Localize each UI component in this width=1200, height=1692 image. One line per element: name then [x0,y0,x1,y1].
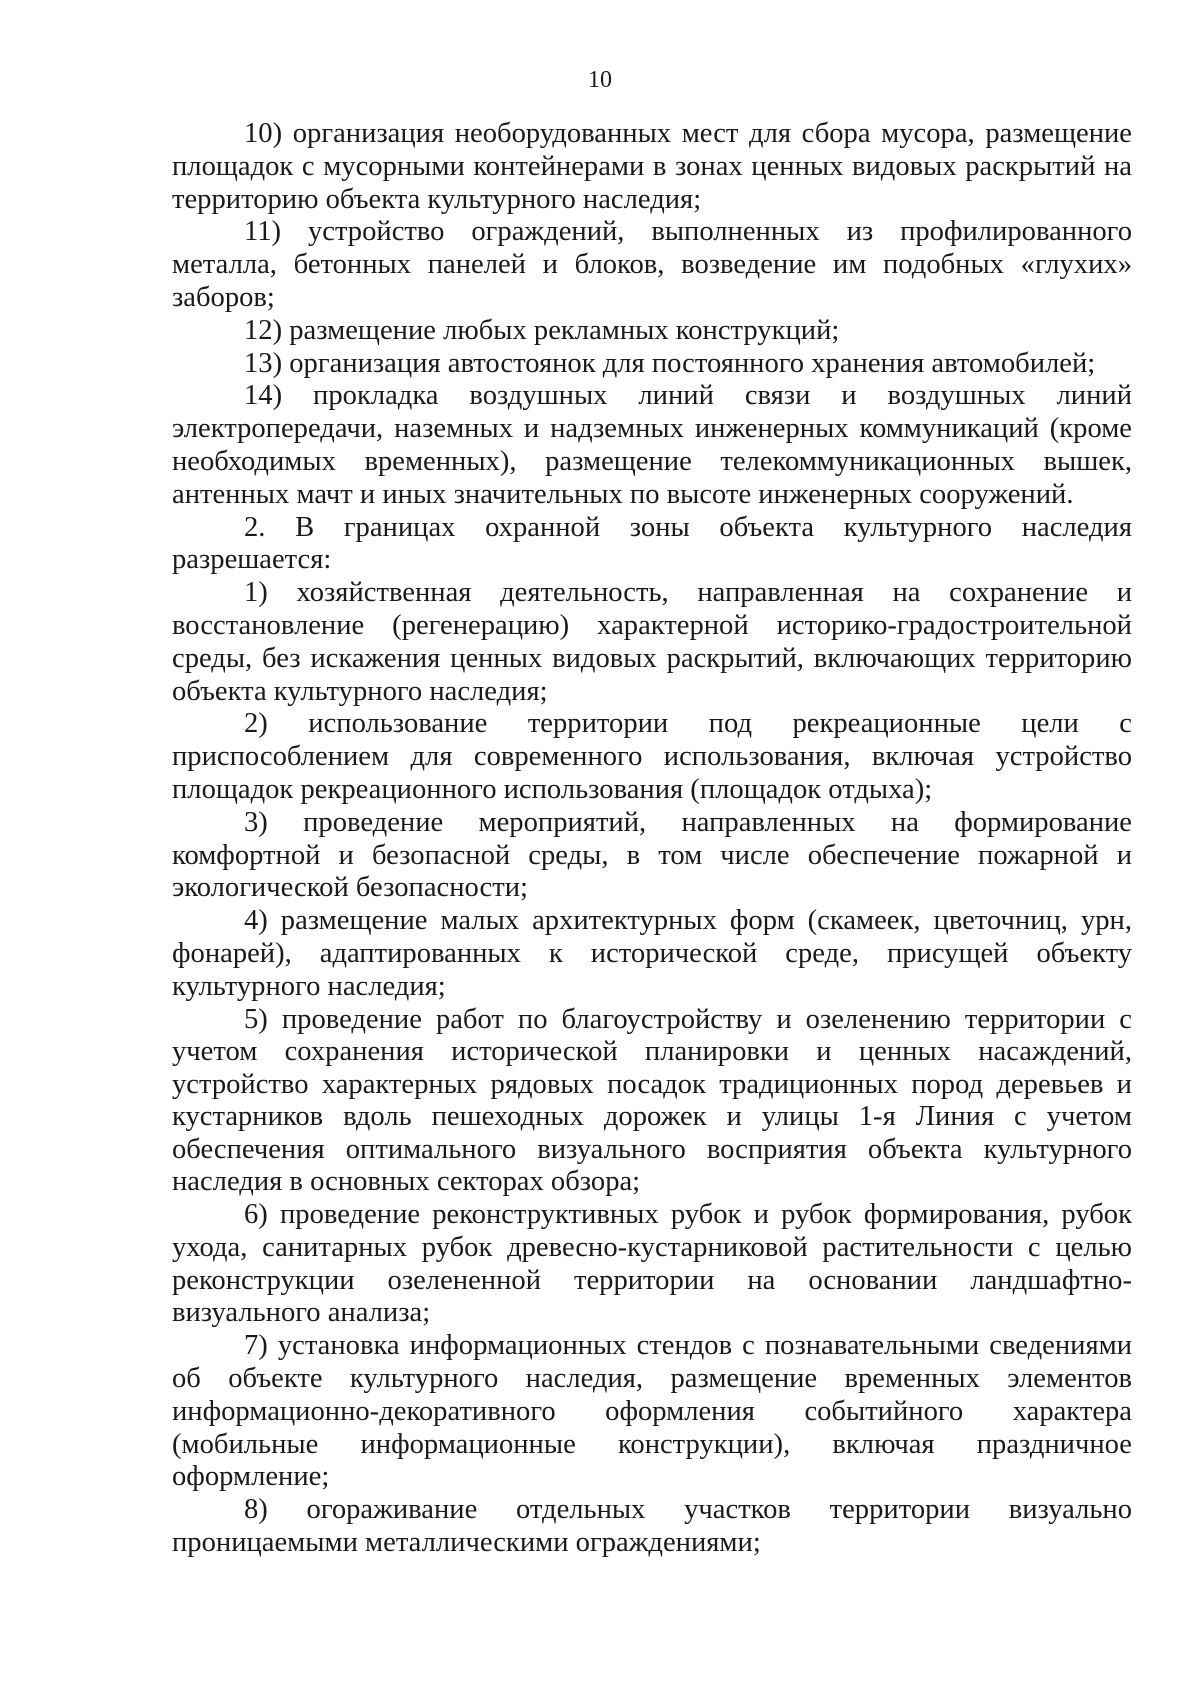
paragraph-allowed-4: 4) размещение малых архитектурных форм (скамеек, цветочниц, урн, фонарей), адаптированных к исторической среде, присущей объекту культурного наследия; [172,905,1132,1002]
paragraph-allowed-8: 8) огораживание отдельных участков территории визуально проницаемыми металлическими ограждениями; [172,1494,1132,1559]
paragraph-prohibited-13: 13) организация автостоянок для постоянного хранения автомобилей; [244,347,1096,379]
paragraph-allowed-1: 1) хозяйственная деятельность, направленная на сохранение и восстановление (регенерацию) характерной историко-градостроительной среды, без искажения ценных видовых раскрытий, включающих территорию объекта культурного наследия; [172,577,1132,707]
paragraph-prohibited-10: 10) организация необорудованных мест для сбора мусора, размещение площадок с мусорными контейнерами в зонах ценных видовых раскрытий на территорию объекта культурного наследия; [172,118,1132,215]
page-number: 10 [588,67,612,93]
document-body [172,118,1132,1560]
paragraph-prohibited-11: 11) устройство ограждений, выполненных из профилированного металла, бетонных панелей и блоков, возведение им подобных «глухих» заборов; [172,216,1132,313]
paragraph-prohibited-14: 14) прокладка воздушных линий связи и воздушных линий электропередачи, наземных и надземных инженерных коммуникаций (кроме необходимых временных), размещение телекоммуникационных вышек, антенных мачт и иных значительных по высоте инженерных сооружений. [172,380,1132,510]
section-2-heading: 2. В границах охранной зоны объекта культурного наследия разрешается: [172,511,1132,576]
paragraph-allowed-2: 2) использование территории под рекреационные цели с приспособлением для современного использования, включая устройство площадок рекреационного использования (площадок отдыха); [172,708,1132,805]
paragraph-allowed-6: 6) проведение реконструктивных рубок и рубок формирования, рубок ухода, санитарных рубок древесно-кустарниковой растительности с целью реконструкции озелененной территории на основании ландшафтно-визуального анализа; [172,1199,1132,1329]
paragraph-allowed-7: 7) установка информационных стендов с познавательными сведениями об объекте культурного наследия, размещение временных элементов информационно-декоративного оформления событийного характера (мобильные информационные конструкции), включая праздничное оформление; [172,1330,1132,1493]
paragraph-allowed-5: 5) проведение работ по благоустройству и озеленению территории с учетом сохранения исторической планировки и ценных насаждений, устройство характерных рядовых посадок традиционных пород деревьев и кустарников вдоль пешеходных дорожек и улицы 1-я Линия с учетом обеспечения оптимального визуального восприятия объекта культурного наследия в основных секторах обзора; [172,1003,1132,1198]
paragraph-prohibited-12: 12) размещение любых рекламных конструкций; [244,314,840,346]
paragraph-allowed-3: 3) проведение мероприятий, направленных на формирование комфортной и безопасной среды, в том числе обеспечение пожарной и экологической безопасности; [172,806,1132,904]
